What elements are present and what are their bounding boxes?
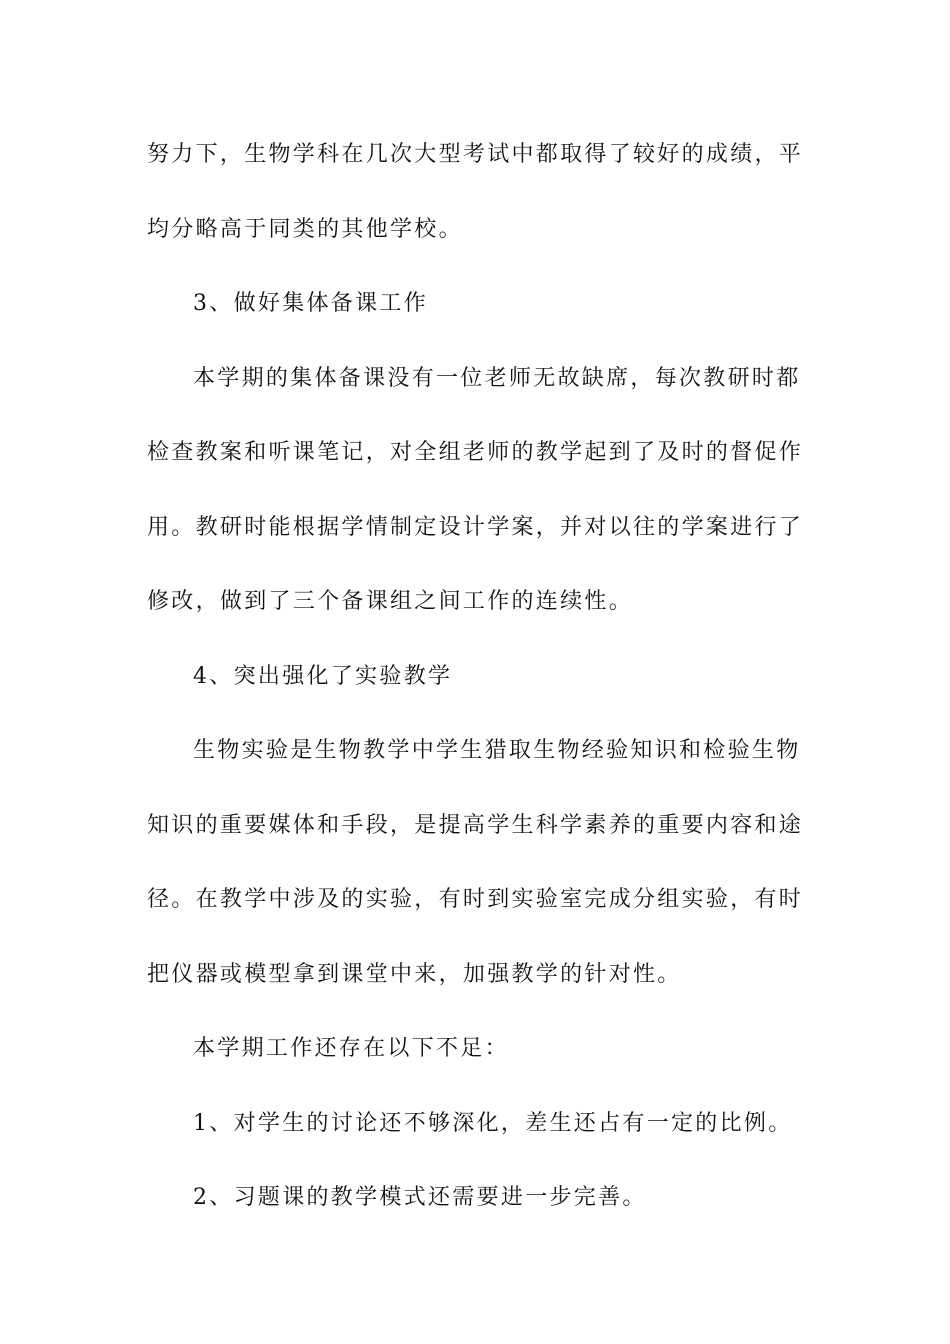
text-line: 检查教案和听课笔记，对全组老师的教学起到了及时的督促作 (147, 440, 804, 465)
text-line: 径。在教学中涉及的实验，有时到实验室完成分组实验，有时 (147, 887, 804, 912)
text-line: 把仪器或模型拿到课堂中来，加强教学的针对性。 (147, 961, 682, 987)
text-line: 努力下，生物学科在几次大型考试中都取得了较好的成绩，平 (147, 142, 804, 167)
text-line: 4、突出强化了实验教学 (193, 663, 453, 689)
text-line: 本学期工作还存在以下不足： (193, 1036, 509, 1061)
text-line: 生物实验是生物教学中学生猎取生物经验知识和检验生物 (193, 738, 801, 763)
text-line: 知识的重要媒体和手段，是提高学生科学素养的重要内容和途 (147, 812, 804, 838)
text-line: 1、对学生的讨论还不够深化，差生还占有一定的比例。 (193, 1110, 793, 1136)
text-line: 2、习题课的教学模式还需要进一步完善。 (193, 1185, 647, 1210)
text-line: 均分略高于同类的其他学校。 (147, 216, 463, 242)
text-line: 用。教研时能根据学情制定设计学案，并对以往的学案进行了 (147, 514, 804, 540)
text-line: 本学期的集体备课没有一位老师无故缺席，每次教研时都 (193, 365, 801, 391)
text-line: 修改，做到了三个备课组之间工作的连续性。 (147, 589, 634, 614)
text-line: 3、做好集体备课工作 (193, 291, 428, 316)
